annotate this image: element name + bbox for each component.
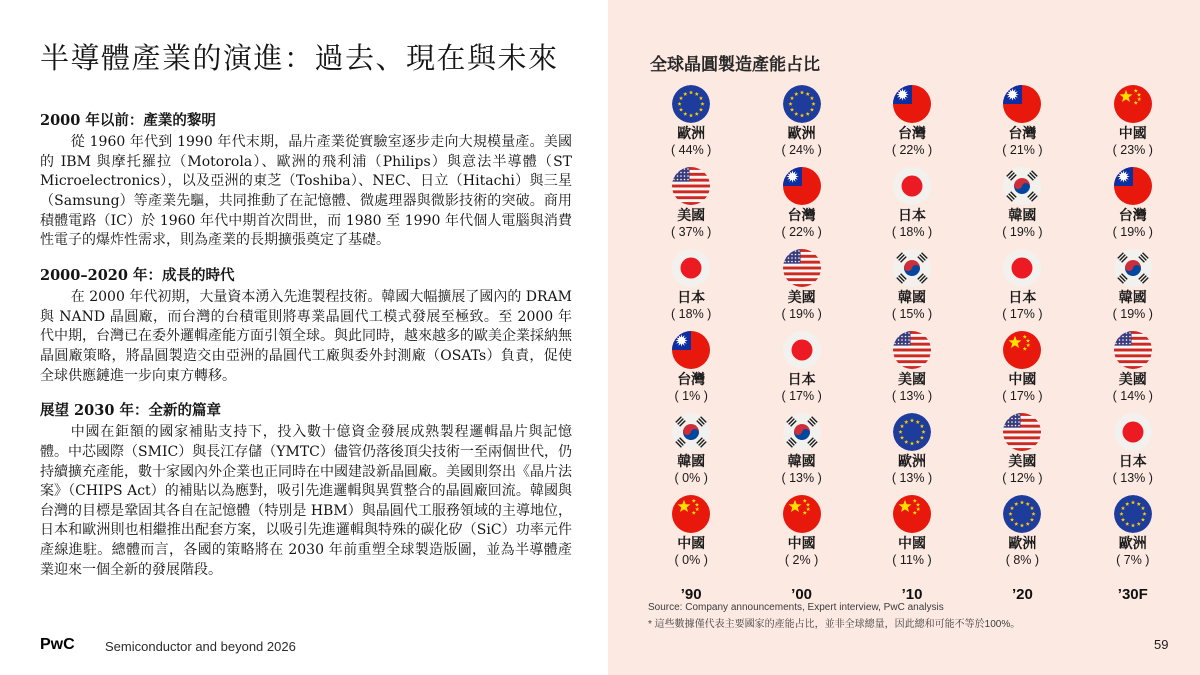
- jp-flag-icon: [1114, 413, 1152, 451]
- region-label: 歐洲: [897, 453, 926, 469]
- year-label: ’30F: [1117, 586, 1148, 603]
- region-label: 中國: [1118, 125, 1147, 141]
- share-value: ( 22% ): [781, 225, 822, 240]
- region-label: 韓國: [1118, 289, 1147, 305]
- capacity-cell: [892, 413, 932, 495]
- capacity-cell: [1002, 331, 1042, 413]
- region-label: 台灣: [787, 207, 816, 223]
- capacity-cell: [1113, 167, 1153, 249]
- region-label: 中國: [787, 535, 816, 551]
- year-column: [1078, 85, 1188, 603]
- capacity-cell: [1002, 85, 1042, 167]
- region-label: 韓國: [897, 289, 926, 305]
- capacity-cell: [783, 495, 821, 577]
- eu-flag-icon: [1003, 495, 1041, 533]
- section-heading: 2000 年以前：產業的黎明: [40, 112, 216, 129]
- capacity-cell: [671, 249, 711, 331]
- share-value: ( 17% ): [1002, 307, 1043, 322]
- share-value: ( 24% ): [781, 143, 822, 158]
- share-value: ( 18% ): [671, 307, 712, 322]
- share-value: ( 44% ): [671, 143, 712, 158]
- jp-flag-icon: [1003, 249, 1041, 287]
- share-value: ( 15% ): [891, 307, 933, 322]
- share-value: ( 0% ): [674, 471, 708, 486]
- region-label: 歐洲: [1118, 535, 1147, 551]
- capacity-cell: [781, 85, 821, 167]
- capacity-cell: [1002, 413, 1042, 495]
- share-value: ( 22% ): [891, 143, 933, 158]
- kr-flag-icon: [893, 249, 931, 287]
- us-flag-icon: [893, 331, 931, 369]
- kr-flag-icon: [783, 413, 821, 451]
- share-value: ( 18% ): [891, 225, 933, 240]
- year-label: ’10: [901, 586, 923, 603]
- region-label: 歐洲: [787, 125, 816, 141]
- kr-flag-icon: [1114, 249, 1152, 287]
- capacity-cell: [1113, 413, 1153, 495]
- cn-flag-icon: [783, 495, 821, 533]
- capacity-cell: [1002, 249, 1042, 331]
- region-label: 韓國: [787, 453, 816, 469]
- region-label: 台灣: [677, 371, 706, 387]
- region-label: 日本: [1118, 453, 1147, 469]
- us-flag-icon: [783, 249, 821, 287]
- capacity-cell: [1113, 331, 1153, 413]
- cn-flag-icon: [1003, 331, 1041, 369]
- capacity-cell: [672, 413, 710, 495]
- capacity-cell: [672, 495, 710, 577]
- year-label: ’20: [1011, 586, 1033, 603]
- region-label: 中國: [1008, 371, 1037, 387]
- region-label: 歐洲: [677, 125, 706, 141]
- us-flag-icon: [672, 167, 710, 205]
- jp-flag-icon: [672, 249, 710, 287]
- region-label: 美國: [897, 371, 926, 387]
- region-label: 韓國: [1008, 207, 1037, 223]
- share-value: ( 19% ): [781, 307, 822, 322]
- section-body: 中國在鉅額的國家補貼支持下，投入數十億資金發展成熟製程邏輯晶片與記憶體。中芯國際（SMIC）與長江存儲（YMTC）儘管仍落後頂尖技術一至兩個世代，仍持續擴充產能，數十家國內外企業也正同時在中國建設新晶圓廠。美國則祭出《晶片法案》（CHIPS Act）的補貼以為應對，吸引先進邏輯與異質整合的晶圓廠回流。韓國與台灣的目標是鞏固其各自在記憶體（特別是 HBM）與晶圓代工服務領域的主導地位，日本和歐洲則也相繼推出配套方案，以吸引先進邏輯與特殊的碳化矽（SiC）功率元件產線進駐。總體而言，各國的策略將在 2030 年前重塑全球製造版圖，並為半導體產業迎來一個全新的發展階段。: [40, 424, 572, 578]
- capacity-cell: [781, 249, 821, 331]
- page-title: 半導體產業的演進：過去、現在與未來: [40, 41, 559, 75]
- source-note: Source: Company announcements, Expert interview, PwC analysis: [648, 602, 944, 613]
- region-label: 中國: [897, 535, 926, 551]
- share-value: ( 7% ): [1116, 553, 1150, 568]
- share-value: ( 14% ): [1112, 389, 1153, 404]
- pwc-logo: PwC: [40, 636, 75, 653]
- year-label: ’00: [791, 586, 813, 603]
- capacity-cell: [671, 85, 711, 167]
- share-value: ( 37% ): [671, 225, 712, 240]
- year-column: [967, 85, 1077, 603]
- region-label: 日本: [1008, 289, 1037, 305]
- page-number: 59: [1154, 637, 1169, 652]
- share-value: ( 12% ): [1002, 471, 1043, 486]
- share-value: ( 0% ): [674, 553, 708, 568]
- region-label: 日本: [677, 289, 706, 305]
- kr-flag-icon: [1003, 167, 1041, 205]
- capacity-cell: [781, 331, 821, 413]
- region-label: 美國: [1118, 371, 1147, 387]
- region-label: 美國: [1008, 453, 1037, 469]
- share-value: ( 13% ): [891, 389, 933, 404]
- capacity-cell: [892, 331, 932, 413]
- eu-flag-icon: [672, 85, 710, 123]
- region-label: 日本: [787, 371, 816, 387]
- region-label: 日本: [897, 207, 926, 223]
- year-label: ’90: [680, 586, 702, 603]
- capacity-cell: [671, 167, 711, 249]
- tw-flag-icon: [783, 167, 821, 205]
- footer-document-title: Semiconductor and beyond 2026: [105, 639, 296, 654]
- capacity-grid: [636, 85, 1188, 603]
- chart-title: 全球晶圓製造產能占比: [650, 55, 820, 74]
- capacity-cell: [672, 331, 710, 413]
- cn-flag-icon: [893, 495, 931, 533]
- region-label: 台灣: [1118, 207, 1147, 223]
- section-body: 從 1960 年代到 1990 年代末期，晶片產業從實驗室逐步走向大規模量產。美國的 IBM 與摩托羅拉（Motorola）、歐洲的飛利浦（Philips）與意法半導體（ST Microelectronics），以及亞洲的東芝（Toshiba）、NEC、日立（Hitachi）與三星（Samsung）等產業先驅，共同推動了在記憶體、微處理器與微影技術的突破。商用積體電路（IC）於 1960 年代中期首次問世，而 1980 至 1990 年代個人電腦與消費性電子的爆炸性需求，則為產業的長期擴張奠定了基礎。: [40, 134, 572, 249]
- year-column: [636, 85, 746, 603]
- capacity-chart-panel: [608, 0, 1200, 675]
- region-label: 台灣: [1008, 125, 1037, 141]
- year-column: [857, 85, 967, 603]
- capacity-cell: [1114, 495, 1152, 577]
- region-label: 韓國: [677, 453, 706, 469]
- region-label: 台灣: [897, 125, 926, 141]
- capacity-cell: [781, 167, 821, 249]
- footnote: * 這些數據僅代表主要國家的產能占比，並非全球總量，因此總和可能不等於100%。: [648, 619, 1021, 630]
- region-label: 歐洲: [1008, 535, 1037, 551]
- region-label: 中國: [677, 535, 706, 551]
- share-value: ( 17% ): [1002, 389, 1043, 404]
- left-text-area: [40, 0, 572, 580]
- share-value: ( 1% ): [674, 389, 708, 404]
- tw-flag-icon: [1003, 85, 1041, 123]
- eu-flag-icon: [783, 85, 821, 123]
- share-value: ( 11% ): [892, 553, 932, 568]
- capacity-cell: [892, 495, 931, 577]
- year-column: [746, 85, 856, 603]
- share-value: ( 17% ): [781, 389, 822, 404]
- share-value: ( 19% ): [1112, 307, 1153, 322]
- eu-flag-icon: [893, 413, 931, 451]
- cn-flag-icon: [1114, 85, 1152, 123]
- us-flag-icon: [1003, 413, 1041, 451]
- cn-flag-icon: [672, 495, 710, 533]
- tw-flag-icon: [672, 331, 710, 369]
- region-label: 美國: [677, 207, 706, 223]
- capacity-cell: [1002, 167, 1042, 249]
- share-value: ( 13% ): [781, 471, 822, 486]
- share-value: ( 8% ): [1005, 553, 1040, 568]
- share-value: ( 19% ): [1112, 225, 1153, 240]
- us-flag-icon: [1114, 331, 1152, 369]
- share-value: ( 13% ): [1112, 471, 1153, 486]
- capacity-cell: [892, 85, 932, 167]
- tw-flag-icon: [1114, 167, 1152, 205]
- kr-flag-icon: [672, 413, 710, 451]
- share-value: ( 13% ): [891, 471, 933, 486]
- capacity-cell: [1113, 249, 1153, 331]
- jp-flag-icon: [783, 331, 821, 369]
- section-heading: 展望 2030 年：全新的篇章: [40, 402, 221, 420]
- region-label: 美國: [787, 289, 816, 305]
- section-body: 在 2000 年代初期，大量資本湧入先進製程技術。韓國大幅擴展了國內的 DRAM 與 NAND 晶圓廠，而台灣的台積電則將專業晶圓代工模式發展至極致。至 2000 年代中期，台灣已在委外邏輯產能方面引領全球。與此同時，越來越多的歐美企業採納無晶圓廠策略，將晶圓製造交由亞洲的晶圓代工廠與委外封測廠（OSATs）負責，促使全球供應鏈進一步向東方轉移。: [40, 289, 572, 384]
- share-value: ( 21% ): [1002, 143, 1043, 158]
- capacity-cell: [892, 249, 932, 331]
- share-value: ( 2% ): [784, 553, 819, 568]
- tw-flag-icon: [893, 85, 931, 123]
- capacity-cell: [1003, 495, 1041, 577]
- jp-flag-icon: [893, 167, 931, 205]
- share-value: ( 23% ): [1112, 143, 1153, 158]
- capacity-cell: [892, 167, 932, 249]
- section-heading: 2000–2020 年：成長的時代: [40, 266, 235, 284]
- share-value: ( 19% ): [1002, 225, 1043, 240]
- eu-flag-icon: [1114, 495, 1152, 533]
- body-sections: [40, 111, 572, 580]
- capacity-cell: [781, 413, 821, 495]
- capacity-cell: [1113, 85, 1153, 167]
